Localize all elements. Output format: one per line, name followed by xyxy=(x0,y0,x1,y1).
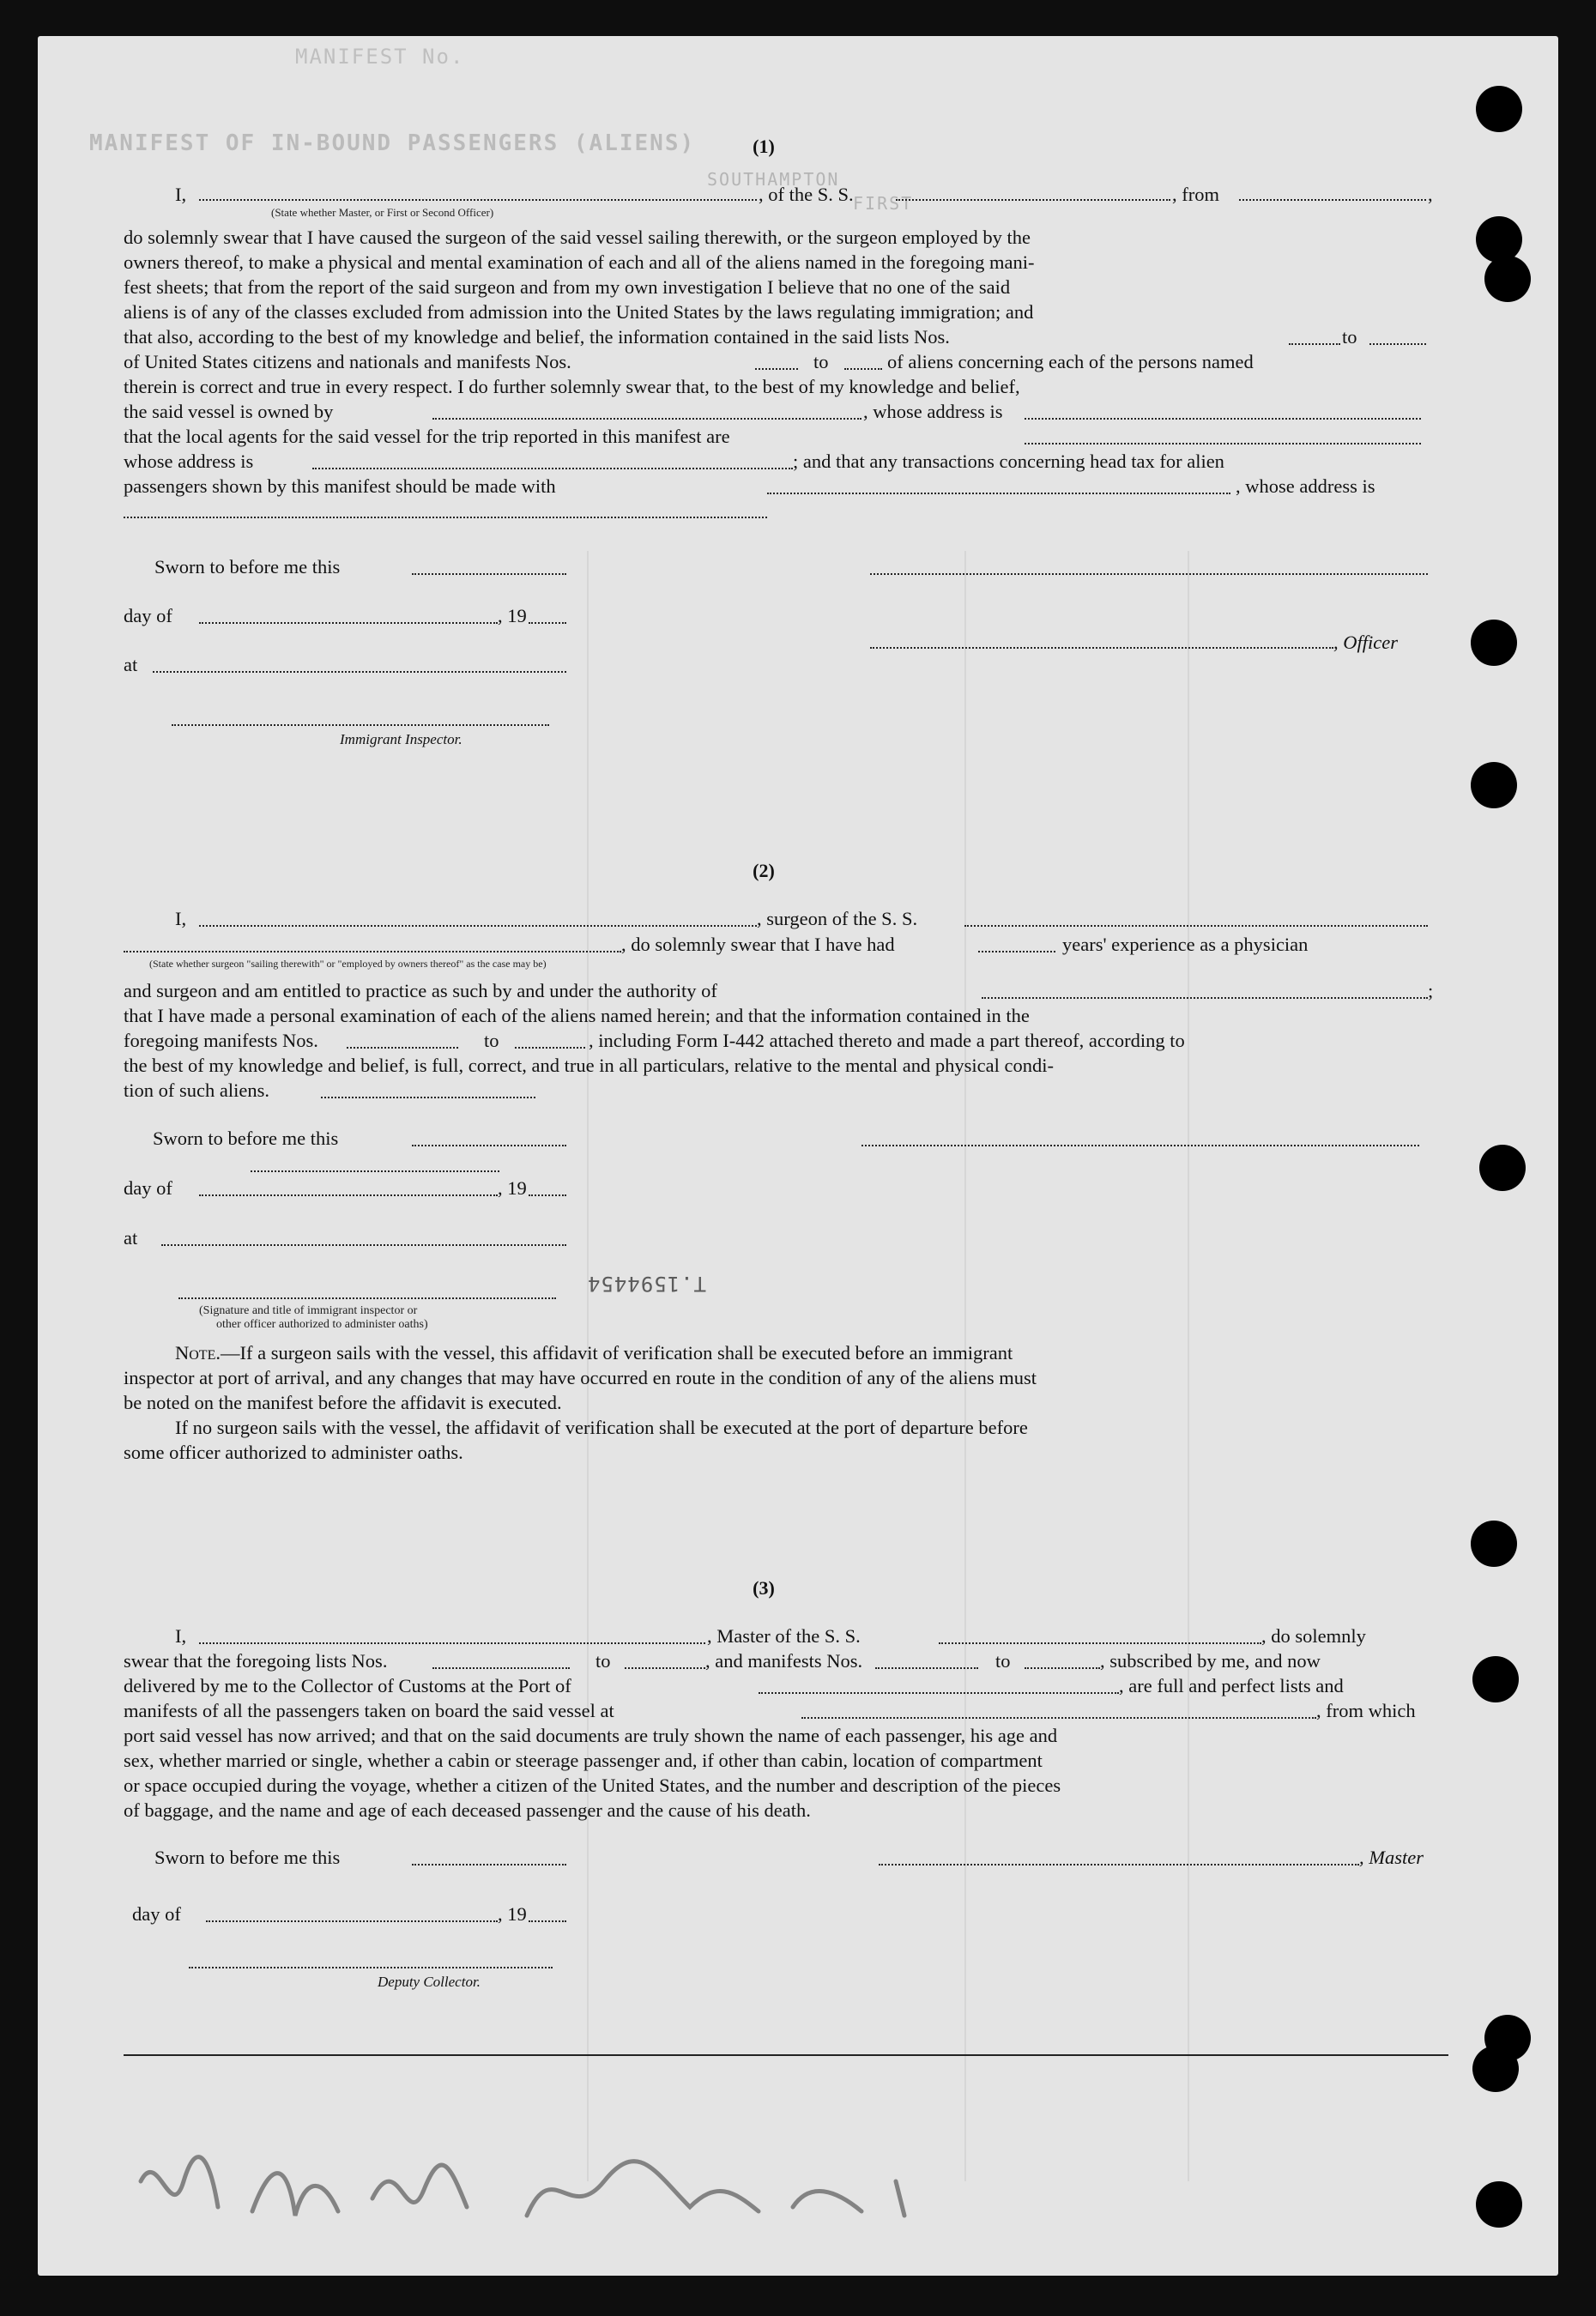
s3-deputy-field[interactable] xyxy=(189,1967,553,1968)
punch-hole xyxy=(1476,216,1522,263)
s1-manifests-from-field[interactable] xyxy=(755,368,798,370)
s3-line: port said vessel has now arrived; and that on the said documents are truly shown the name of each passenger, his age and xyxy=(124,1725,1058,1746)
s1-inspector-field[interactable] xyxy=(172,724,549,726)
s1-i: I, xyxy=(175,184,187,205)
s2-line: and surgeon and am entitled to practice as such by and under the authority of xyxy=(124,980,717,1001)
s3-port-field[interactable] xyxy=(759,1692,1119,1694)
s3-to2: to xyxy=(995,1650,1011,1672)
s3-manifests-to-field[interactable] xyxy=(1025,1667,1100,1669)
s2-line: that I have made a personal examination of each of the aliens named herein; and that the information contained in the xyxy=(124,1005,1030,1026)
s2-note-line: be noted on the manifest before the affidavit is executed. xyxy=(124,1392,562,1413)
s2-day-number-field[interactable] xyxy=(251,1170,499,1172)
s1-transactions: ; and that any transactions concerning head tax for alien xyxy=(793,451,1224,472)
s1-signature-field[interactable] xyxy=(870,573,1428,575)
s1-agents-address-field[interactable] xyxy=(312,468,793,469)
s3-lists-from-field[interactable] xyxy=(432,1667,570,1669)
s2-to: to xyxy=(484,1030,499,1051)
s3-line: of baggage, and the name and age of each deceased passenger and the cause of his death. xyxy=(124,1799,811,1821)
s3-manifests-from-field[interactable] xyxy=(875,1667,978,1669)
s2-signature-field[interactable] xyxy=(861,1145,1419,1146)
ghost-port: SOUTHAMPTON xyxy=(707,169,840,190)
s1-line: fest sheets; that from the report of the said surgeon and from my own investigation I believe that no one of the said xyxy=(124,276,1011,298)
s3-master: , Master xyxy=(1359,1847,1424,1868)
s2-at: at xyxy=(124,1227,138,1249)
s2-sig-sub1: (Signature and title of immigrant inspector or xyxy=(199,1304,418,1317)
s1-officer: , Officer xyxy=(1333,632,1398,653)
s2-year: , 19 xyxy=(498,1177,527,1199)
s1-whose-address-2: , whose address is xyxy=(1236,475,1375,497)
s2-manifests-to-field[interactable] xyxy=(515,1047,585,1049)
s3-sworn-field[interactable] xyxy=(412,1864,566,1865)
punch-hole xyxy=(1476,86,1522,132)
s1-day-field[interactable] xyxy=(199,622,498,624)
s2-sworn-field[interactable] xyxy=(412,1145,566,1146)
s3-master-of: , Master of the S. S. xyxy=(707,1625,861,1647)
s3-deputy: Deputy Collector. xyxy=(378,1974,481,1990)
s3-manifests-all: manifests of all the passengers taken on board the said vessel at xyxy=(124,1700,614,1721)
s2-at-field[interactable] xyxy=(161,1244,566,1246)
s2-sig-sub2: other officer authorized to administer oaths) xyxy=(216,1318,428,1331)
s3-do-solemnly: , do solemnly xyxy=(1261,1625,1366,1647)
s3-and-manifests: , and manifests Nos. xyxy=(705,1650,863,1672)
punch-hole xyxy=(1472,2046,1519,2092)
s2-authority-field[interactable] xyxy=(982,997,1428,999)
s1-officer-sub: (State whether Master, or First or Second Officer) xyxy=(271,206,494,219)
s2-i: I, xyxy=(175,908,187,929)
s1-officer-field[interactable] xyxy=(199,199,757,201)
s2-day-of: day of xyxy=(124,1177,172,1199)
s1-line: do solemnly swear that I have caused the surgeon of the said vessel sailing therewith, or the surgeon employed by the xyxy=(124,227,1031,248)
bottom-rule xyxy=(124,2054,1448,2056)
s3-day-of: day of xyxy=(132,1903,181,1925)
s2-status-field[interactable] xyxy=(124,951,621,952)
s1-line: of United States citizens and nationals and manifests Nos. xyxy=(124,351,571,372)
s1-headtax-field[interactable] xyxy=(767,493,1230,494)
s1-owner-field[interactable] xyxy=(432,418,861,420)
s2-line: the best of my knowledge and belief, is full, correct, and true in all particulars, relative to the mental and physical condi- xyxy=(124,1055,1055,1076)
s2-manifests-from-field[interactable] xyxy=(347,1047,458,1049)
s1-officer-sign-field[interactable] xyxy=(870,647,1333,649)
s2-line: tion of such aliens. xyxy=(124,1079,269,1101)
s1-line: aliens is of any of the classes excluded from admission into the United States by the laws regulating immigration; and xyxy=(124,301,1034,323)
punch-hole xyxy=(1471,1521,1517,1567)
s1-lists-to-field[interactable] xyxy=(1369,343,1426,345)
punch-hole xyxy=(1472,1656,1519,1702)
s1-day-of: day of xyxy=(124,605,172,626)
s1-vessel-field[interactable] xyxy=(896,199,1170,201)
s2-solemnly: , do solemnly swear that I have had xyxy=(621,934,895,955)
s1-year: , 19 xyxy=(498,605,527,626)
s1-year-field[interactable] xyxy=(529,622,566,624)
s2-years: years' experience as a physician xyxy=(1062,934,1309,955)
s2-note xyxy=(175,1342,1013,1364)
s2-semicolon: ; xyxy=(1428,980,1434,1001)
s1-line: passengers shown by this manifest should be made with xyxy=(124,475,556,497)
s1-whose-address: , whose address is xyxy=(863,401,1003,422)
s1-at: at xyxy=(124,654,138,675)
s3-embark-field[interactable] xyxy=(801,1717,1316,1719)
s1-owner-address-field[interactable] xyxy=(1025,418,1421,420)
s1-of-aliens: of aliens concerning each of the persons named xyxy=(887,351,1254,372)
s1-from: , from xyxy=(1172,184,1219,205)
s3-from-which: , from which xyxy=(1316,1700,1416,1721)
handwritten-signature xyxy=(124,2130,982,2250)
ghost-rule xyxy=(964,551,966,2181)
s3-subscribed: , subscribed by me, and now xyxy=(1100,1650,1321,1672)
s2-day-field[interactable] xyxy=(199,1194,498,1196)
s3-year-field[interactable] xyxy=(529,1920,566,1922)
punch-hole xyxy=(1479,1145,1526,1191)
ghost-stamp: T.1594454 xyxy=(587,1272,707,1296)
section-1-number: (1) xyxy=(753,136,775,157)
manifest-affidavit-page xyxy=(38,36,1558,2276)
ghost-class: FIRST xyxy=(853,193,914,214)
s2-surgeon-of: , surgeon of the S. S. xyxy=(757,908,918,929)
s1-to: to xyxy=(1342,326,1357,348)
s2-years-field[interactable] xyxy=(978,951,1055,952)
s2-note-text: —If a surgeon sails with the vessel, this affidavit of verification shall be executed before an immigrant xyxy=(220,1342,1013,1364)
s1-from-field[interactable] xyxy=(1239,199,1426,201)
s3-day-field[interactable] xyxy=(206,1920,498,1922)
s1-comma: , xyxy=(1428,184,1433,205)
s2-surgeon-name-field[interactable] xyxy=(199,925,757,927)
s2-including: , including Form I-442 attached thereto and made a part thereof, according to xyxy=(589,1030,1185,1051)
s1-line: that the local agents for the said vessel for the trip reported in this manifest are xyxy=(124,426,730,447)
s3-line: sex, whether married or single, whether a cabin or steerage passenger and, if other than cabin, location of compartment xyxy=(124,1750,1043,1771)
s3-year: , 19 xyxy=(498,1903,527,1925)
s3-sworn: Sworn to before me this xyxy=(154,1847,341,1868)
s1-line: the said vessel is owned by xyxy=(124,401,334,422)
s1-sworn-field[interactable] xyxy=(412,573,566,575)
s1-line: therein is correct and true in every respect. I do further solemnly swear that, to the best of my knowledge and belief, xyxy=(124,376,1020,397)
s1-line: owners thereof, to make a physical and mental examination of each and all of the aliens named in the foregoing mani- xyxy=(124,251,1035,273)
s1-sworn: Sworn to before me this xyxy=(154,556,341,577)
s1-at-field[interactable] xyxy=(153,671,566,673)
s1-of-ss: , of the S. S. xyxy=(759,184,854,205)
punch-hole xyxy=(1471,620,1517,666)
s3-line: or space occupied during the voyage, whether a citizen of the United States, and the number and description of the pieces xyxy=(124,1775,1061,1796)
s2-year-field[interactable] xyxy=(529,1194,566,1196)
punch-hole xyxy=(1476,2181,1522,2228)
section-2-number: (2) xyxy=(753,860,775,881)
s1-manifests-to-field[interactable] xyxy=(844,368,882,370)
punch-hole xyxy=(1484,256,1531,302)
s3-swear: swear that the foregoing lists Nos. xyxy=(124,1650,388,1672)
s2-vessel-field[interactable] xyxy=(964,925,1428,927)
ghost-manifest-no: MANIFEST No. xyxy=(295,45,465,69)
punch-hole xyxy=(1471,762,1517,808)
ghost-rule xyxy=(1188,551,1189,2181)
s1-line: that also, according to the best of my knowledge and belief, the information contained in the said lists Nos. xyxy=(124,326,950,348)
s3-to: to xyxy=(595,1650,611,1672)
s1-lists-from-field[interactable] xyxy=(1289,343,1340,345)
s3-i: I, xyxy=(175,1625,187,1647)
s2-aliens-field[interactable] xyxy=(321,1097,535,1098)
s2-note-line: some officer authorized to administer oaths. xyxy=(124,1442,463,1463)
ghost-rule xyxy=(587,551,589,2181)
s3-master-name-field[interactable] xyxy=(199,1642,705,1644)
s1-line: whose address is xyxy=(124,451,254,472)
s2-note-label: Note. xyxy=(175,1342,221,1364)
s3-vessel-field[interactable] xyxy=(939,1642,1261,1644)
s1-headtax-address-field[interactable] xyxy=(124,517,767,518)
s3-lists-to-field[interactable] xyxy=(625,1667,705,1669)
s3-master-sign-field[interactable] xyxy=(879,1864,1359,1865)
s2-inspector-field[interactable] xyxy=(178,1297,556,1299)
s1-agents-field[interactable] xyxy=(1025,443,1421,444)
s2-sworn: Sworn to before me this xyxy=(153,1128,339,1149)
s1-inspector: Immigrant Inspector. xyxy=(340,731,462,747)
s2-note-line: If no surgeon sails with the vessel, the affidavit of verification shall be executed at the port of departure before xyxy=(175,1417,1028,1438)
s3-delivered: delivered by me to the Collector of Customs at the Port of xyxy=(124,1675,571,1696)
s3-full: , are full and perfect lists and xyxy=(1119,1675,1344,1696)
s2-sub: (State whether surgeon "sailing therewith" or "employed by owners thereof" as the case may be) xyxy=(149,958,547,970)
s1-to2: to xyxy=(813,351,829,372)
s2-note-line: inspector at port of arrival, and any changes that may have occurred en route in the condition of any of the aliens must xyxy=(124,1367,1037,1388)
ghost-header: MANIFEST OF IN-BOUND PASSENGERS (ALIENS) xyxy=(89,130,696,156)
s2-line: foregoing manifests Nos. xyxy=(124,1030,318,1051)
section-3-number: (3) xyxy=(753,1577,775,1599)
